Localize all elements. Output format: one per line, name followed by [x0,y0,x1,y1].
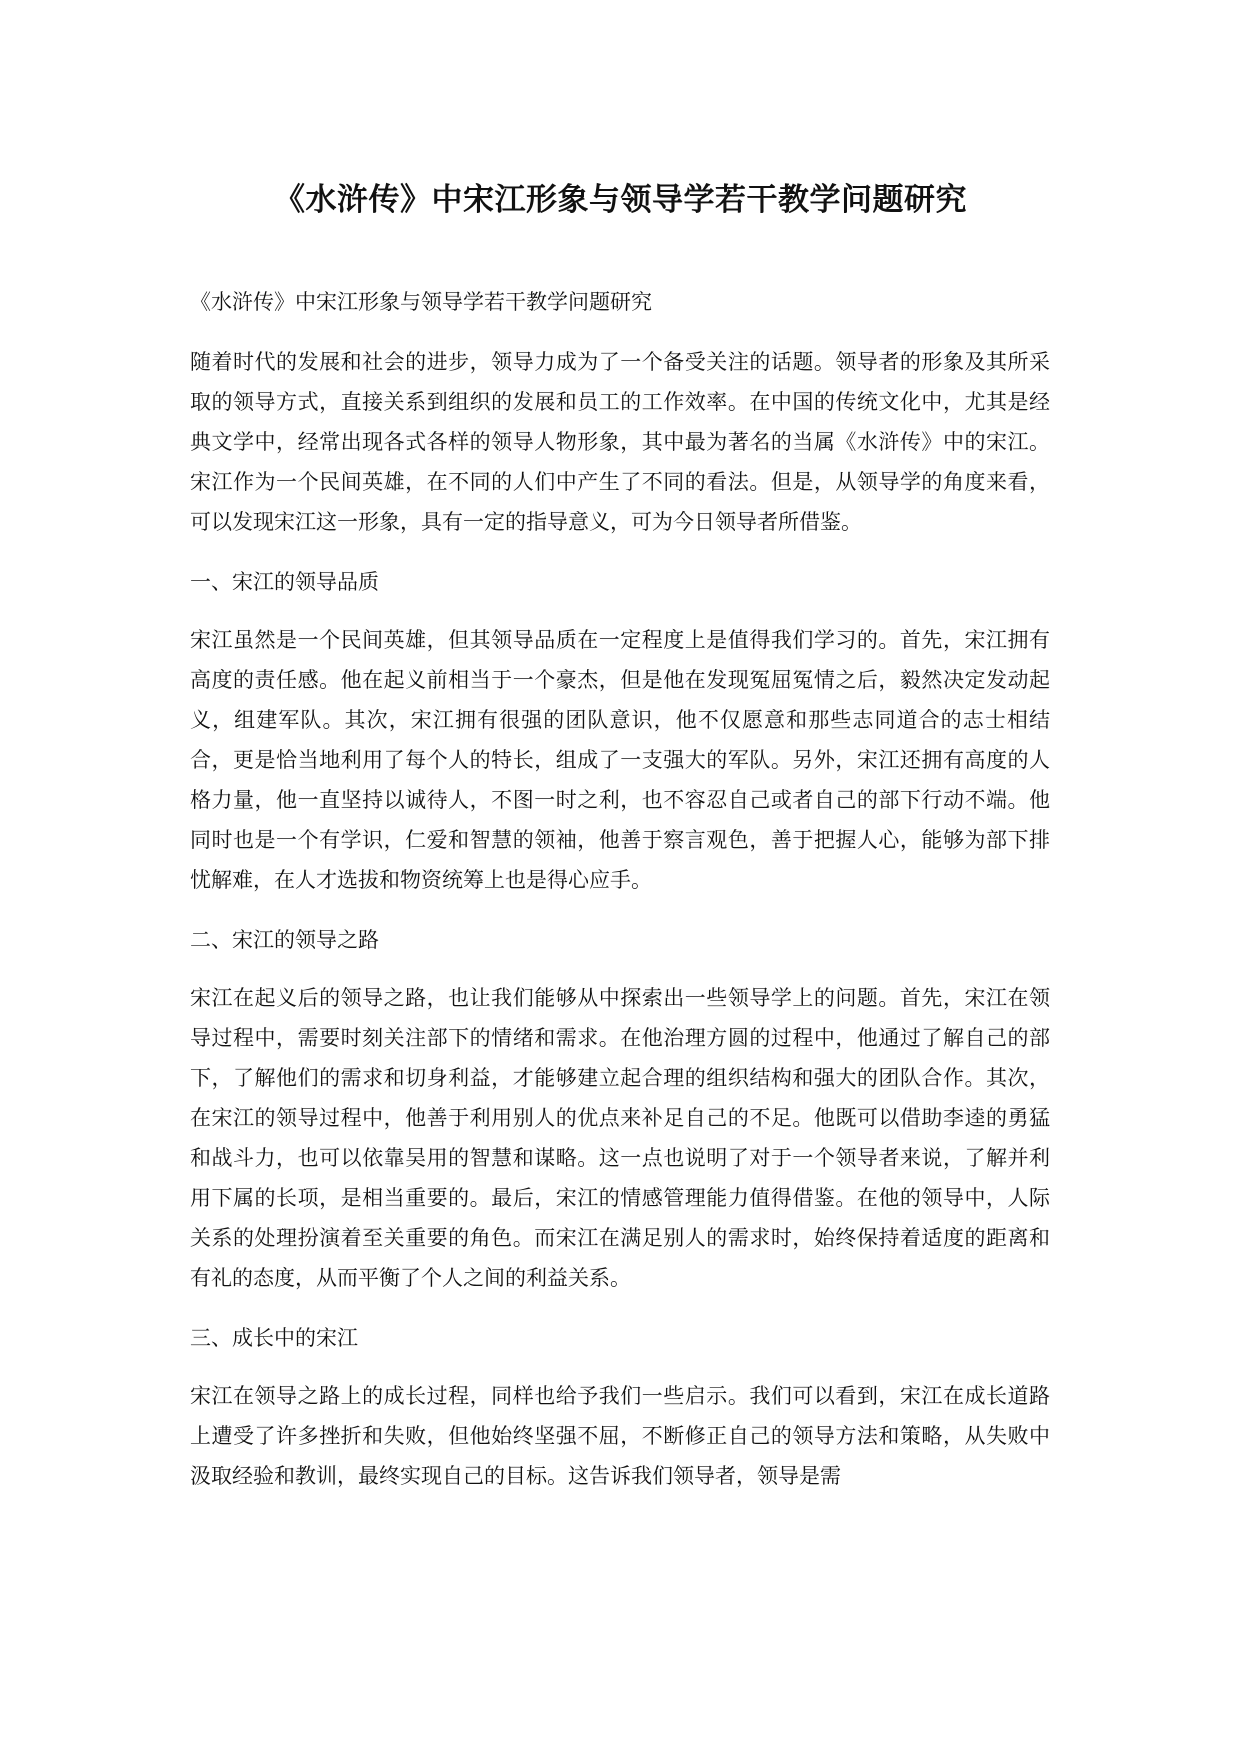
document-subtitle: 《水浒传》中宋江形象与领导学若干教学问题研究 [190,290,652,314]
section-heading-leadership-path: 二、宋江的领导之路 [190,928,379,952]
section-body-growth: 宋江在领导之路上的成长过程，同样也给予我们一些启示。我们可以看到，宋江在成长道路上遭受了许多挫折和失败，但他始终坚强不屈，不断修正自己的领导方法和策略，从失败中汲取经验和教训，最终实现自己的目标。这告诉我们领导者，领导是需 [190,1384,1050,1488]
section-heading-leadership-qualities: 一、宋江的领导品质 [190,570,379,594]
section-body-leadership-path: 宋江在起义后的领导之路，也让我们能够从中探索出一些领导学上的问题。首先，宋江在领导过程中，需要时刻关注部下的情绪和需求。在他治理方圆的过程中，他通过了解自己的部下，了解他们的需求和切身利益，才能够建立起合理的组织结构和强大的团队合作。其次，在宋江的领导过程中，他善于利用别人的优点来补足自己的不足。他既可以借助李逵的勇猛和战斗力，也可以依靠吴用的智慧和谋略。这一点也说明了对于一个领导者来说，了解并利用下属的长项，是相当重要的。最后，宋江的情感管理能力值得借鉴。在他的领导中，人际关系的处理扮演着至关重要的角色。而宋江在满足别人的需求时，始终保持着适度的距离和有礼的态度，从而平衡了个人之间的利益关系。 [190,986,1050,1290]
document-body [190,282,1050,1516]
section-body-leadership-qualities: 宋江虽然是一个民间英雄，但其领导品质在一定程度上是值得我们学习的。首先，宋江拥有高度的责任感。他在起义前相当于一个豪杰，但是他在发现冤屈冤情之后，毅然决定发动起义，组建军队。其次，宋江拥有很强的团队意识，他不仅愿意和那些志同道合的志士相结合，更是恰当地利用了每个人的特长，组成了一支强大的军队。另外，宋江还拥有高度的人格力量，他一直坚持以诚待人，不图一时之利，也不容忍自己或者自己的部下行动不端。他同时也是一个有学识，仁爱和智慧的领袖，他善于察言观色，善于把握人心，能够为部下排忧解难，在人才选拔和物资统筹上也是得心应手。 [190,628,1050,892]
intro-paragraph: 随着时代的发展和社会的进步，领导力成为了一个备受关注的话题。领导者的形象及其所采取的领导方式，直接关系到组织的发展和员工的工作效率。在中国的传统文化中，尤其是经典文学中，经常出现各式各样的领导人物形象，其中最为著名的当属《水浒传》中的宋江。宋江作为一个民间英雄，在不同的人们中产生了不同的看法。但是，从领导学的角度来看，可以发现宋江这一形象，具有一定的指导意义，可为今日领导者所借鉴。 [190,350,1050,534]
section-heading-growth: 三、成长中的宋江 [190,1326,358,1350]
document-title: 《水浒传》中宋江形象与领导学若干教学问题研究 [274,182,967,218]
